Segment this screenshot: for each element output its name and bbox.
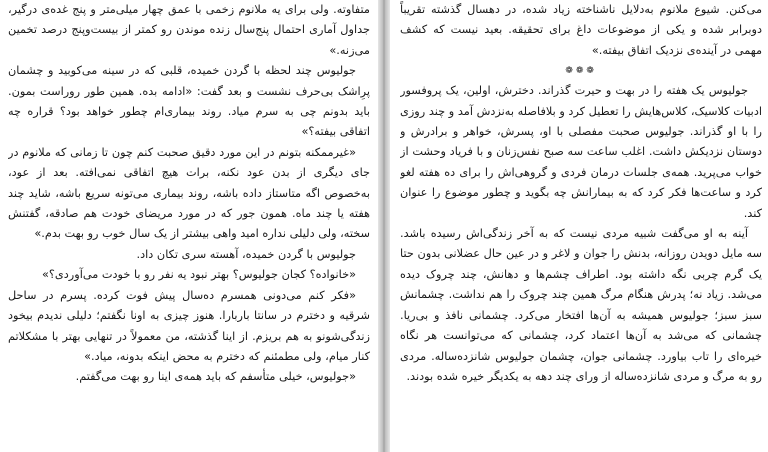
left-paragraph: متفاوته. ولی برای یه ملانوم زخمی با عمق چهار میلی‌متر و پنج غده‌ی درگیر، جداول آماری احتمال پنج‌سال زنده موندن رو کمتر از بیست‌وپنج درصد تخمین می‌زنه.» (8, 3, 370, 57)
left-paragraph: «فکر کنم می‌دونی همسرم ده‌سال پیش فوت کرده. پسرم در ساحل شرقیه و دخترم در سانتا باربارا. هنوز چیزی به اونا نگفتم؛ دلیلی ندیدم بیخود زندگی‌شونو به هم بریزم. از اینا گذشته، من معمولاً در تنهایی بهتر با مشکلاتم کنار میام، ولی مطمئنم که دخترم به محض اینکه بدونه، میاد.» (8, 288, 370, 363)
book-gutter (378, 0, 390, 452)
right-paragraph: جولیوس یک هفته را در بهت و حیرت گذراند. دخترش، اولین، یک پروفسور ادبیات کلاسیک، کلاس‌هایش را تعطیل کرد و بلافاصله به‌نزدش آمد و چند روزی را با او گذراند. جولیوس صحبت مفصلی با او، پسرش، خواهر و برادرش و دوستان نزدیکش داشت. اغلب ساعت سه صبح نفس‌زنان و با فریاد وحشت از خواب می‌پرید. همه‌ی جلسات درمان فردی و گروهی‌اش را برای ده هفته لغو کرد و ساعت‌ها فکر کرد که به بیمارانش چه بگوید و چطور موضوع را عنوان کند. (400, 84, 762, 220)
left-paragraph: جولیوس با گردن خمیده، آهسته سری تکان داد. (136, 247, 356, 261)
right-page (400, 0, 762, 452)
right-paragraph: آینه به او می‌گفت شبیه مردی نیست که به آخر زندگی‌اش رسیده باشد. سه مایل دویدن روزانه، بدنش را جوان و لاغر و در عین حال عضلانی بدون حتا یک گرم چربی نگه داشته بود. اطراف چشم‌ها و دهانش، چند چروک دیده می‌شد. زیاد نه؛ پدرش هنگام مرگ همین چند چروک را هم نداشت. چشمانش سبز سبز؛ جولیوس همیشه به آن‌ها افتخار می‌کرد. چشمانی نافذ و بی‌ریا. چشمانی که می‌شد به آن‌ها اعتماد کرد، چشمانی که می‌توانست هر نگاه خیره‌ای را تاب بیاورد. چشمانی جوان، چشمان جولیوس شانزده‌ساله. مردی رو به مرگ و مردی شانزده‌ساله از ورای چند دهه به یکدیگر خیره شده بودند. (400, 227, 762, 383)
right-paragraph: می‌کنن. شیوع ملانوم به‌دلایل ناشناخته زیاد شده، در دهسال گذشته تقریباً دوبرابر شده و یکی از موضوعات داغ برای تحقیقه. بعید نیست که کشف مهمی در آینده‌ی نزدیک اتفاق بیفته.» (400, 3, 762, 57)
section-separator: ❁❁❁ (565, 66, 597, 77)
left-paragraph: «جولیوس، خیلی متأسفم که باید همه‌ی اینا رو بهت می‌گفتم. (75, 370, 356, 384)
left-paragraph: جولیوس چند لحظه با گردن خمیده، قلبی که در سینه می‌کوبید و چشمان پرِاشک بی‌حرف نشست و بعد گفت: «ادامه بده. همین طور روراست بمون. باید بدونم چی به سرم میاد. روند بیماری‌ام چطور خواهد بود؟ قراره چه اتفاقی بیفته؟» (8, 64, 370, 139)
left-page (8, 0, 370, 452)
left-paragraph: «خانواده؟ کجان جولیوس؟ بهتر نبود یه نفر رو با خودت می‌آوردی؟» (42, 268, 356, 282)
left-paragraph: «غیرممکنه بتونم در این مورد دقیق صحبت کنم چون تا زمانی که ملانوم در جای دیگری از بدن عود نکنه، برات هیچ اتفاقی نمی‌افته. بعد از عود، به‌خصوص اگه متاستاز داده باشه، روند بیماری می‌تونه سریع باشه، شاید چند هفته یا چند ماه. همون جور که در مورد مریضای خودت هم صادقه، گفتنش سخته، ولی دلیلی نداره امید واهی بیشتر از یک سال خوب رو بهت بدم.» (8, 145, 370, 241)
